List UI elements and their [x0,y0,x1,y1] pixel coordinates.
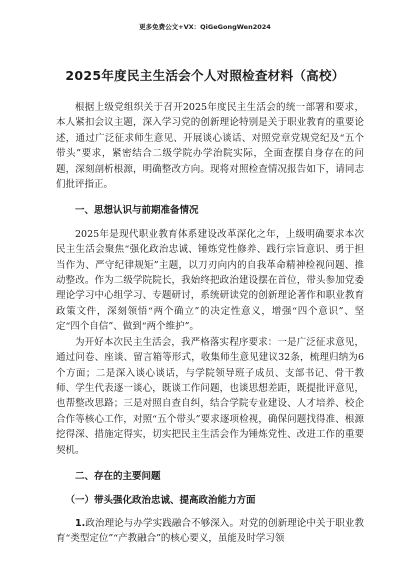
section2-subheading-1: （一）带头强化政治忠诚、提高政治能力方面 [65,495,256,507]
intro-paragraph: 根据上级党组织关于召开2025年度民主生活会的统一部署和要求，本人紧扣会议主题，深入学习党的创新理论特别是关于职业教育的重要论述，通过广泛征求师生意见、开展谈心谈话、对照党章党规党纪及“五个带头”要求，紧密结合二级学院办学治院实际，全面查摆自身存在的问题，深刻剖析根源，明确整改方向。现将对照检查情况报告如下，请同志们批评指正。 [56,102,364,191]
header-note: 更多免费公文+VX：QiGeGongWen2024 [139,23,271,31]
section1-heading: 一、思想认识与前期准备情况 [75,205,199,217]
document-title: 2025年度民主生活会个人对照检查材料（高校） [65,68,345,83]
section1-paragraph-1: 2025年是现代职业教育体系建设改革深化之年，上级明确要求本次民主生活会聚焦“强化政治忠诚、锤炼党性修养、践行宗旨意识、勇于担当作为、严守纪律规矩”主题，以刀刃向内的自我革命精神检视问题、推动整改。作为二级学院院长，我始终把政治建设摆在首位，带头参加党委理论学习中心组学习、专题研讨，系统研读党的创新理论著作和职业教育政策文件，深刻领悟“两个确立”的决定性意义，增强“四个意识”、坚定“四个自信”、做到“两个维护”。 [56,228,364,333]
item-1 [56,516,364,547]
document-body [56,100,364,547]
section2-heading: 二、存在的主要问题 [75,470,161,482]
section1-paragraph-2: 为开好本次民主生活会，我严格落实程序要求：一是广泛征求意见，通过问卷、座谈、留言箱等形式，收集师生意见建议32条，梳理归纳为6个方面；二是深入谈心谈话，与学院领导班子成员、支部书记、骨干教师、学生代表逐一谈心，既谈工作问题，也谈思想差距，既提批评意见，也帮整改思路；三是对照自查自纠，结合学院专业建设、人才培养、校企合作等核心工作，对照“五个带头”要求逐项检视，确保问题找得准、根源挖得深、措施定得实，切实把民主生活会作为锤炼党性、改进工作的重要契机。 [56,336,364,456]
item-1-number: 1. [75,517,86,529]
item-1-text: 政治理论与办学实践融合不够深入。对党的创新理论中关于职业教育“类型定位”“产教融合”的核心要义，虽能及时学习领 [56,517,364,545]
